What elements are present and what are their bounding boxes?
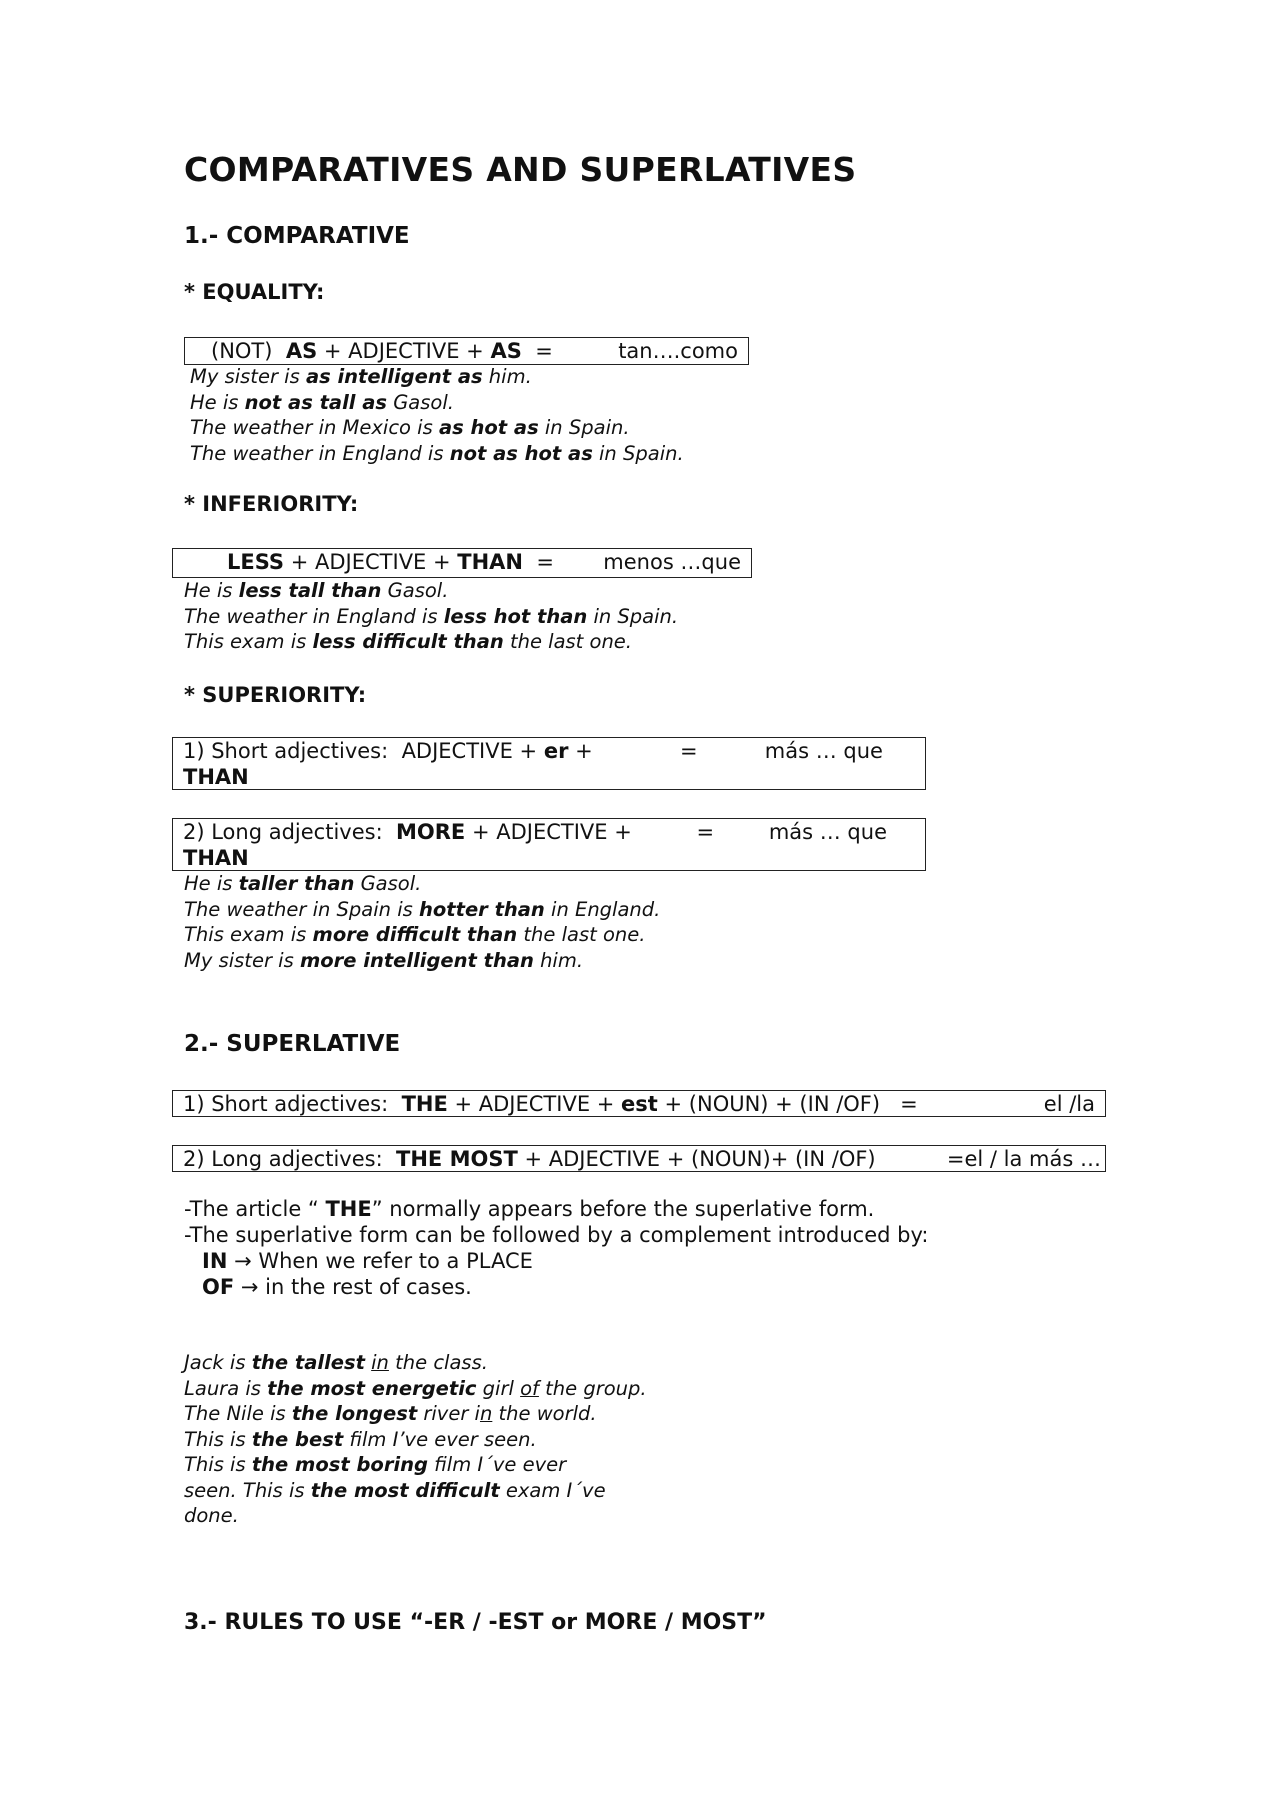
example-line: He is taller than Gasol. bbox=[184, 872, 422, 895]
superiority-rule1-label: 1) Short adjectives: bbox=[183, 739, 389, 763]
superlative-rule2-box: 2) Long adjectives: THE MOST + ADJECTIVE + (NOUN)+ (IN /OF) =el / la más … bbox=[172, 1145, 1106, 1172]
superiority-rule1-box: 1) Short adjectives: ADJECTIVE + er + = más … que THAN bbox=[172, 737, 926, 790]
rules-heading: 3.- RULES TO USE “-ER / -EST or MORE / MOST” bbox=[184, 1610, 767, 1635]
superiority-rule2-translation: más … que bbox=[768, 820, 887, 844]
example-line: This exam is more difficult than the last one. bbox=[184, 923, 646, 946]
superiority-examples bbox=[184, 871, 660, 973]
example-line: This is the most boring film I´ve ever bbox=[184, 1453, 567, 1476]
example-line: The weather in Spain is hotter than in England. bbox=[184, 897, 661, 921]
equality-as2: AS bbox=[490, 339, 522, 363]
inferiority-rule-box bbox=[172, 548, 752, 578]
example-line: This exam is less difficult than the last one. bbox=[184, 630, 633, 653]
example-line: done. bbox=[184, 1504, 239, 1527]
example-line: Laura is the most energetic girl of the group. bbox=[184, 1376, 647, 1400]
equality-as1: AS bbox=[285, 339, 318, 363]
inferiority-examples bbox=[184, 578, 678, 655]
inferiority-heading: * INFERIORITY: bbox=[184, 492, 359, 516]
note-line: OF → in the rest of cases. bbox=[202, 1275, 472, 1299]
inferiority-translation: menos …que bbox=[603, 550, 741, 574]
example-line: The weather in England is less hot than in Spain. bbox=[184, 604, 679, 628]
superlative-rule2-label: 2) Long adjectives: bbox=[183, 1147, 383, 1171]
example-line: My sister is more intelligent than him. bbox=[184, 948, 584, 972]
page-title: COMPARATIVES AND SUPERLATIVES bbox=[184, 150, 857, 189]
superlative-notes bbox=[184, 1196, 928, 1300]
superlative-rule1-box: 1) Short adjectives: THE + ADJECTIVE + est + (NOUN) + (IN /OF) = el /la bbox=[172, 1090, 1106, 1117]
comparative-heading: 1.- COMPARATIVE bbox=[184, 223, 410, 249]
example-line: The weather in Mexico is as hot as in Spain. bbox=[190, 416, 630, 439]
superlative-heading: 2.- SUPERLATIVE bbox=[184, 1031, 401, 1057]
inferiority-equals: = bbox=[536, 550, 554, 574]
note-line: -The superlative form can be followed by a complement introduced by: bbox=[184, 1223, 929, 1247]
example-line: My sister is as intelligent as him. bbox=[190, 365, 532, 388]
superlative-rule2-translation: =el / la más … bbox=[946, 1147, 1101, 1171]
equality-mid: + ADJECTIVE + bbox=[323, 339, 484, 363]
inferiority-than: THAN bbox=[457, 550, 524, 574]
superlative-examples bbox=[184, 1350, 647, 1529]
example-line: He is not as tall as Gasol. bbox=[190, 390, 454, 414]
example-line: He is less tall than Gasol. bbox=[184, 579, 449, 602]
equality-rule-box bbox=[184, 337, 749, 365]
equality-not: (NOT) bbox=[211, 339, 273, 363]
example-line: This is the best film I’ve ever seen. bbox=[184, 1427, 537, 1451]
note-line: -The article “ THE” normally appears before the superlative form. bbox=[184, 1197, 875, 1221]
example-line: Jack is the tallest in the class. bbox=[184, 1351, 488, 1374]
equality-examples bbox=[190, 364, 684, 466]
superlative-rule1-translation: el /la bbox=[1043, 1092, 1095, 1116]
inferiority-mid: + ADJECTIVE + bbox=[290, 550, 451, 574]
example-line: The Nile is the longest river in the world. bbox=[184, 1402, 597, 1425]
superlative-rule1-label: 1) Short adjectives: bbox=[183, 1092, 389, 1116]
equality-equals: = bbox=[535, 339, 553, 363]
superiority-rule2-label: 2) Long adjectives: bbox=[183, 820, 383, 844]
example-line: The weather in England is not as hot as in Spain. bbox=[190, 441, 684, 465]
superiority-heading: * SUPERIORITY: bbox=[184, 683, 367, 707]
note-line: IN → When we refer to a PLACE bbox=[202, 1249, 533, 1273]
superiority-rule2-box: 2) Long adjectives: MORE + ADJECTIVE + = más … que THAN bbox=[172, 818, 926, 871]
equality-translation: tan….como bbox=[618, 339, 738, 363]
superiority-rule1-translation: más … que bbox=[764, 739, 883, 763]
equality-heading: * EQUALITY: bbox=[184, 280, 325, 304]
inferiority-less: LESS bbox=[227, 550, 285, 574]
example-line: seen. This is the most difficult exam I´ve bbox=[184, 1478, 606, 1502]
